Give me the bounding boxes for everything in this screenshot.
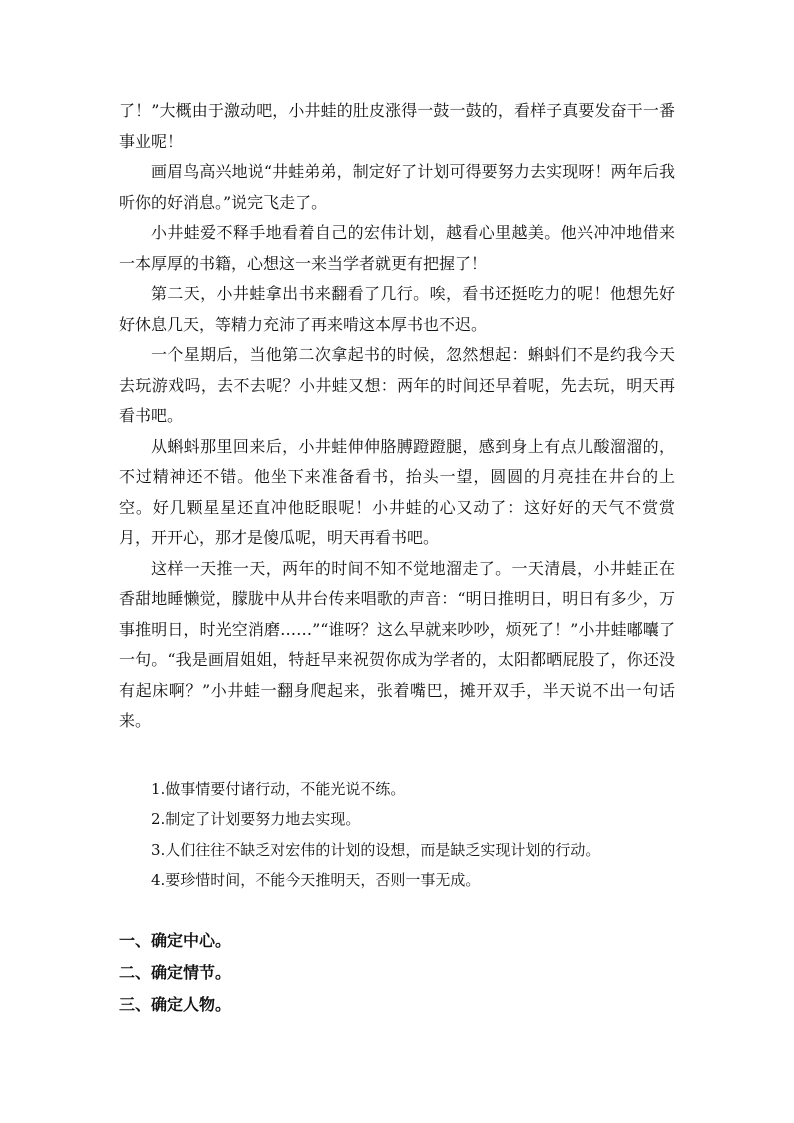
paragraph: 小井蛙爱不释手地看着自己的宏伟计划，越看心里越美。他兴冲冲地借来一本厚厚的书籍，心想这一来当学者就更有把握了！ [119,223,675,273]
section-headings [119,925,675,1021]
document-page [119,96,675,1021]
story-text [119,96,675,737]
paragraph: 第二天，小井蛙拿出书来翻看了几行。唉，看书还挺吃力的呢！他想先好好休息几天，等精力充沛了再来啃这本厚书也不迟。 [119,284,675,334]
section-heading: 三、确定人物。 [119,994,232,1014]
moral-item: 1.做事情要付诸行动，不能光说不练。 [151,779,406,798]
moral-item: 4.要珍惜时间，不能今天推明天，否则一事无成。 [151,871,481,889]
paragraph: 这样一天推一天，两年的时间不知不觉地溜走了。一天清晨，小井蛙正在香甜地睡懒觉，朦胧中从井台传来唱歌的声音：“明日推明日，明日有多少，万事推明日，时光空消磨……”“谁呀？这么早就来吵吵，烦死了！”小井蛙嘟囔了一句。“我是画眉姐姐，特赶早来祝贺你成为学者的，太阳都晒屁股了，你还没有起床啊？”小井蛙一翻身爬起来，张着嘴巴，摊开双手，半天说不出一句话来。 [119,558,675,730]
paragraph: 从蝌蚪那里回来后，小井蛙伸伸胳膊蹬蹬腿，感到身上有点儿酸溜溜的，不过精神还不错。他坐下来准备看书，抬头一望，圆圆的月亮挂在井台的上空。好几颗星星还直冲他眨眼呢！小井蛙的心又动了：这好好的天气不赏赏月，开开心，那才是傻瓜呢，明天再看书吧。 [119,436,675,547]
moral-list [119,774,675,896]
section-heading: 一、确定中心。 [119,930,232,950]
paragraph: 画眉鸟高兴地说“井蛙弟弟，制定好了计划可得要努力去实现呀！两年后我听你的好消息。”说完飞走了。 [119,162,675,212]
paragraph: 一个星期后，当他第二次拿起书的时候，忽然想起：蝌蚪们不是约我今天去玩游戏吗，去不去呢？小井蛙又想：两年的时间还早着呢，先去玩，明天再看书吧。 [119,345,675,425]
paragraph: 了！”大概由于激动吧，小井蛙的肚皮涨得一鼓一鼓的，看样子真要发奋干一番事业呢！ [119,101,675,151]
moral-item: 2.制定了计划要努力地去实现。 [151,810,361,828]
moral-item: 3.人们往往不缺乏对宏伟的计划的设想，而是缺乏实现计划的行动。 [151,840,601,859]
section-heading: 二、确定情节。 [119,962,232,982]
